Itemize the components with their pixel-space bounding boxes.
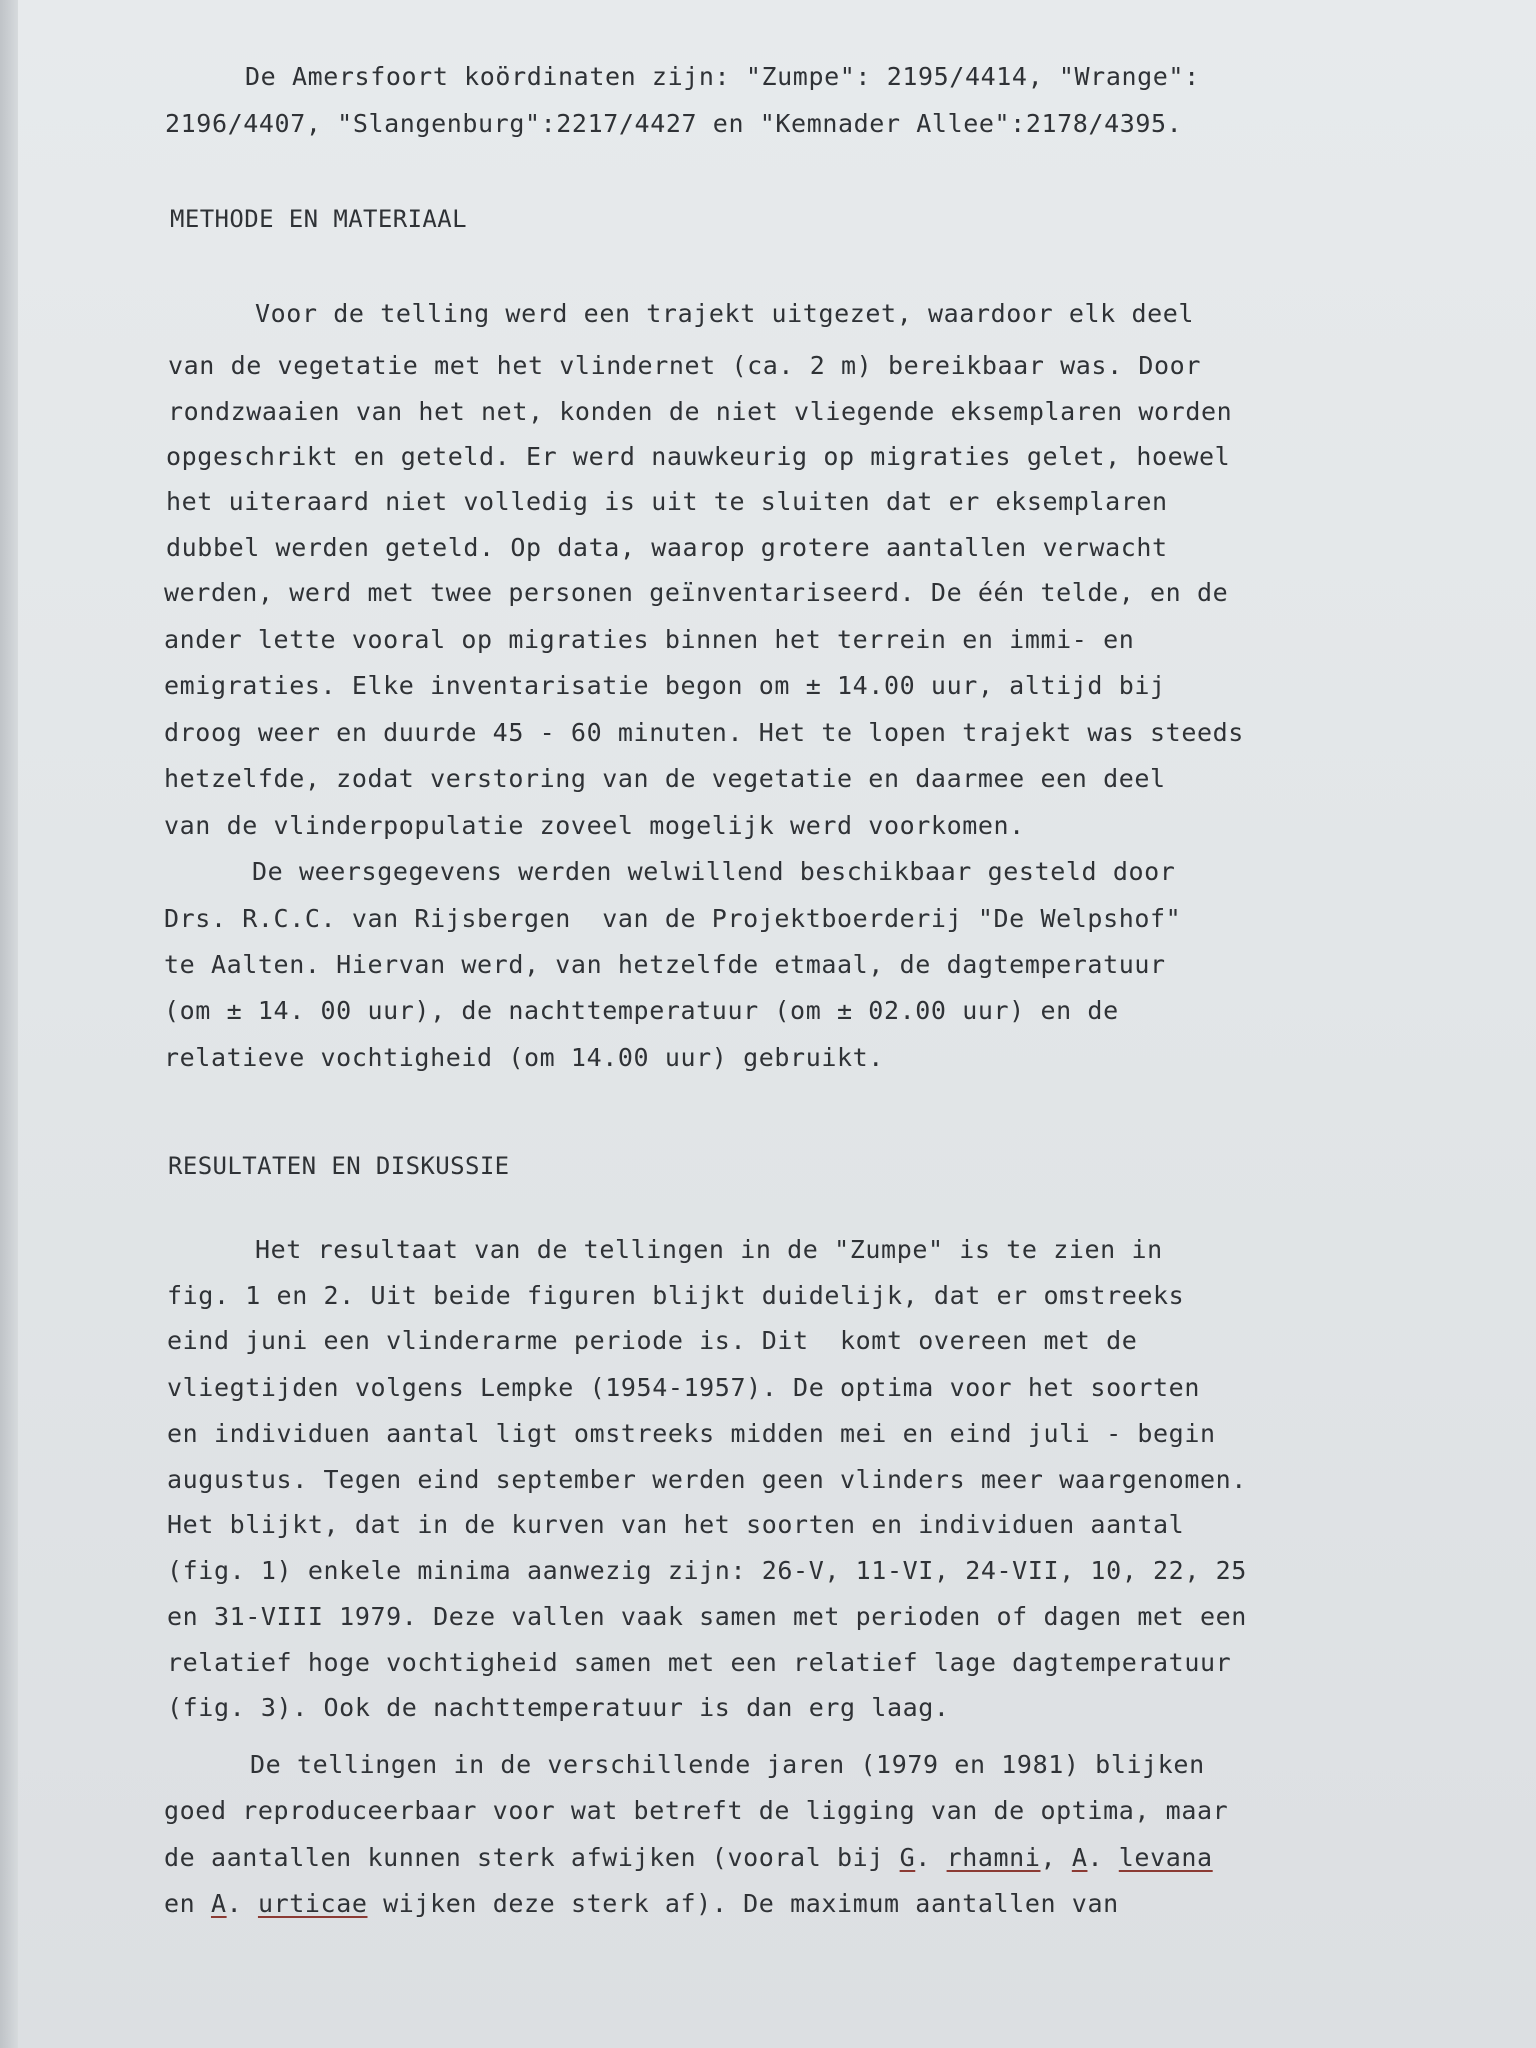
- genus-abbreviation: G: [899, 1843, 916, 1872]
- section-heading-methode: METHODE EN MATERIAAL: [170, 205, 467, 233]
- species-name: rhamni: [946, 1843, 1041, 1872]
- species-name: levana: [1118, 1843, 1213, 1872]
- resultaten-line: goed reproduceerbaar voor wat betreft de ligging van de optima, maar: [164, 1796, 1229, 1825]
- methode-line: opgeschrikt en geteld. Er werd nauwkeurig op migraties gelet, hoewel: [166, 442, 1231, 471]
- resultaten-line: eind juni een vlinderarme periode is. Dit komt overeen met de: [167, 1326, 1138, 1355]
- line-text: ,: [1040, 1843, 1072, 1872]
- line-text: en: [164, 1889, 211, 1918]
- resultaten-line: augustus. Tegen eind september werden geen vlinders meer waargenomen.: [167, 1465, 1247, 1494]
- resultaten-last-line: en A. urticae wijken deze sterk af). De maximum aantallen van: [164, 1889, 1119, 1918]
- resultaten-species-line: de aantallen kunnen sterk afwijken (vooral bij G. rhamni, A. levana: [164, 1843, 1213, 1872]
- resultaten-line: relatief hoge vochtigheid samen met een relatief lage dagtemperatuur: [167, 1648, 1232, 1677]
- genus-abbreviation: A: [210, 1889, 227, 1918]
- methode-line: hetzelfde, zodat verstoring van de vegetatie en daarmee een deel: [164, 764, 1166, 793]
- resultaten-line: Het blijkt, dat in de kurven van het soorten en individuen aantal: [167, 1510, 1185, 1539]
- resultaten-line: en individuen aantal ligt omstreeks midden mei en eind juli - begin: [167, 1419, 1216, 1448]
- methode-line: relatieve vochtigheid (om 14.00 uur) gebruikt.: [164, 1043, 884, 1072]
- methode-line: van de vegetatie met het vlindernet (ca. 2 m) bereikbaar was. Door: [168, 351, 1201, 380]
- page-edge-shadow: [0, 0, 18, 2048]
- methode-line: Drs. R.C.C. van Rijsbergen van de Projektboerderij "De Welpshof": [164, 904, 1182, 933]
- methode-line: droog weer en duurde 45 - 60 minuten. Het te lopen trajekt was steeds: [164, 718, 1244, 747]
- methode-line: dubbel werden geteld. Op data, waarop grotere aantallen verwacht: [166, 533, 1168, 562]
- intro-line-1: De Amersfoort koördinaten zijn: "Zumpe": 2195/4414, "Wrange":: [245, 62, 1200, 91]
- resultaten-line: en 31-VIII 1979. Deze vallen vaak samen met perioden of dagen met een: [167, 1602, 1247, 1631]
- resultaten-line: (fig. 3). Ook de nachttemperatuur is dan erg laag.: [167, 1693, 950, 1722]
- methode-line: werden, werd met twee personen geïnventariseerd. De één telde, en de: [164, 578, 1229, 607]
- line-text: de aantallen kunnen sterk afwijken (vooral bij: [164, 1843, 900, 1872]
- species-name: urticae: [257, 1889, 368, 1918]
- methode-line: (om ± 14. 00 uur), de nachttemperatuur (om ± 02.00 uur) en de: [164, 996, 1119, 1025]
- resultaten-line: vliegtijden volgens Lempke (1954-1957). De optima voor het soorten: [167, 1373, 1200, 1402]
- resultaten-line: (fig. 1) enkele minima aanwezig zijn: 26-V, 11-VI, 24-VII, 10, 22, 25: [167, 1556, 1247, 1585]
- methode-line: te Aalten. Hiervan werd, van hetzelfde etmaal, de dagtemperatuur: [164, 950, 1166, 979]
- methode-line: rondzwaaien van het net, konden de niet vliegende eksemplaren worden: [168, 397, 1233, 426]
- methode-line: Voor de telling werd een trajekt uitgezet, waardoor elk deel: [255, 299, 1195, 328]
- line-text: wijken deze sterk af). De maximum aantallen van: [367, 1889, 1119, 1918]
- genus-abbreviation: A: [1071, 1843, 1088, 1872]
- methode-line: De weersgegevens werden welwillend beschikbaar gesteld door: [252, 857, 1176, 886]
- methode-line: van de vlinderpopulatie zoveel mogelijk werd voorkomen.: [164, 811, 1025, 840]
- methode-line: emigraties. Elke inventarisatie begon om ± 14.00 uur, altijd bij: [164, 671, 1166, 700]
- resultaten-line: fig. 1 en 2. Uit beide figuren blijkt duidelijk, dat er omstreeks: [167, 1281, 1185, 1310]
- intro-line-2: 2196/4407, "Slangenburg":2217/4427 en "Kemnader Allee":2178/4395.: [165, 109, 1183, 138]
- section-heading-resultaten: RESULTATEN EN DISKUSSIE: [168, 1152, 510, 1180]
- methode-line: het uiteraard niet volledig is uit te sluiten dat er eksemplaren: [166, 487, 1168, 516]
- methode-line: ander lette vooral op migraties binnen het terrein en immi- en: [164, 625, 1135, 654]
- resultaten-line: Het resultaat van de tellingen in de "Zumpe" is te zien in: [255, 1235, 1163, 1264]
- resultaten-line: De tellingen in de verschillende jaren (1979 en 1981) blijken: [250, 1750, 1205, 1779]
